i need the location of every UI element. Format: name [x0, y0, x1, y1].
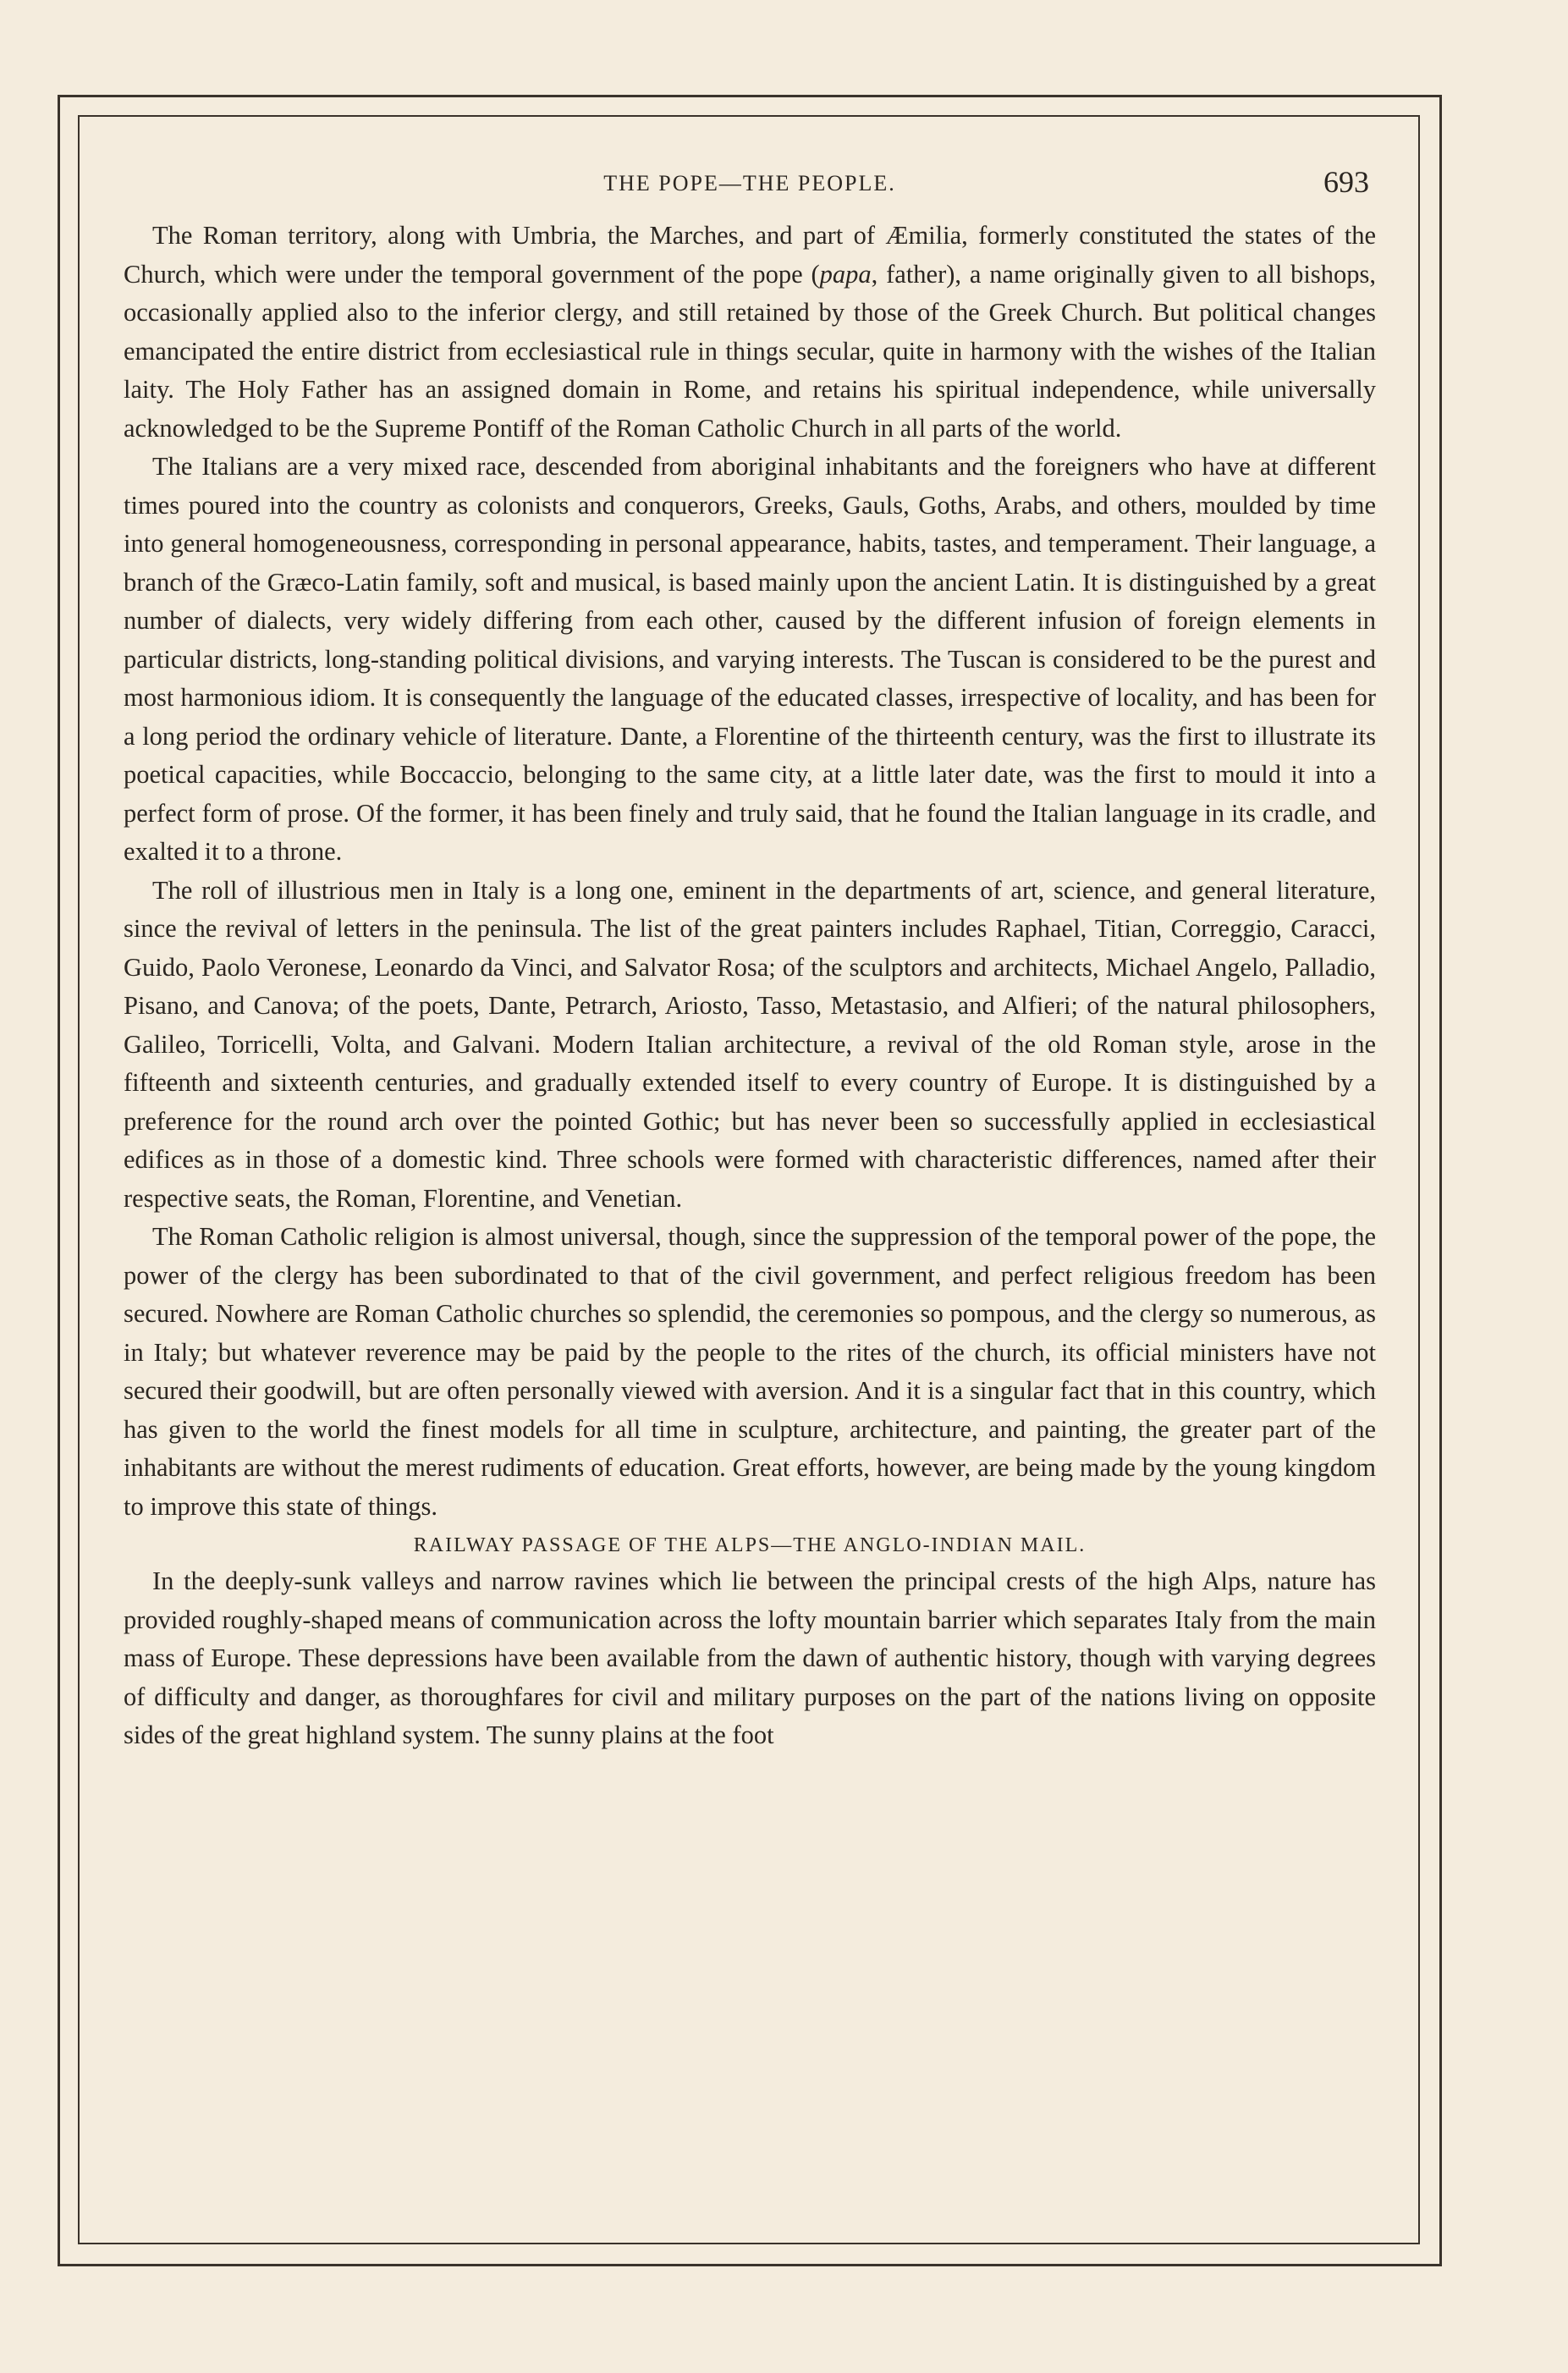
paragraph-roman-territory	[124, 217, 1376, 448]
paragraph-religion: The Roman Catholic religion is almost universal, though, since the suppression of the temporal power of the pope, the power of the clergy has been subordinated to that of the civil government, and perfect religious freedom has been secured. Nowhere are Roman Catholic churches so splendid, the ceremonies so pompous, and the clergy so numerous, as in Italy; but whatever reverence may be paid by the people to the rites of the church, its official ministers have not secured their goodwill, but are often personally viewed with aversion. And it is a singular fact that in this country, which has given to the world the finest models for all time in sculpture, architecture, and painting, the greater part of the inhabitants are without the merest rudiments of education. Great efforts, however, are being made by the young kingdom to improve this state of things.	[124, 1222, 1376, 1521]
running-title: THE POPE—THE PEOPLE.	[603, 171, 896, 195]
page-body	[124, 159, 1376, 1755]
section-heading: RAILWAY PASSAGE OF THE ALPS—THE ANGLO-INDIAN MAIL.	[413, 1534, 1087, 1556]
paragraph-text: , father), a name originally given to all bishops, occasionally applied also to the inferior clergy, and still retained by those of the Greek Church. But political changes emancipated the entire district from ecclesiastical rule in things secular, quite in harmony with the wishes of the Italian laity. The Holy Father has an assigned domain in Rome, and retains his spiritual independence, while universally acknowledged to be the Supreme Pontiff of the Roman Catholic Church in all parts of the world.	[124, 259, 1376, 443]
page-number: 693	[1323, 165, 1369, 199]
paragraph-alps: In the deeply-sunk valleys and narrow ravines which lie between the principal crests of the high Alps, nature has provided roughly-shaped means of communication across the lofty mountain barrier which separates Italy from the main mass of Europe. These depressions have been available from the dawn of authentic history, though with varying degrees of difficulty and danger, as thoroughfares for civil and military purposes on the part of the nations living on opposite sides of the great highland system. The sunny plains at the foot	[124, 1566, 1376, 1749]
italic-term-papa: papa	[819, 259, 872, 289]
paragraph-text: The Roman territory, along with Umbria, the Marches, and part of Æmilia, formerly constituted the states of the Church, which were under the temporal government of the pope (	[124, 221, 1376, 289]
page-header	[124, 159, 1376, 210]
paragraph-illustrious-men: The roll of illustrious men in Italy is a long one, eminent in the departments of art, science, and general literature, since the revival of letters in the peninsula. The list of the great painters includes Raphael, Titian, Correggio, Caracci, Guido, Paolo Veronese, Leonardo da Vinci, and Salvator Rosa; of the sculptors and architects, Michael Angelo, Palladio, Pisano, and Canova; of the poets, Dante, Petrarch, Ariosto, Tasso, Metastasio, and Alfieri; of the natural philosophers, Galileo, Torricelli, Volta, and Galvani. Modern Italian architecture, a revival of the old Roman style, arose in the fifteenth and sixteenth centuries, and gradually extended itself to every country of Europe. It is distinguished by a preference for the round arch over the pointed Gothic; but has never been so successfully applied in ecclesiastical edifices as in those of a domestic kind. Three schools were formed with characteristic differences, named after their respective seats, the Roman, Florentine, and Venetian.	[124, 875, 1376, 1213]
paragraph-italians: The Italians are a very mixed race, descended from aboriginal inhabitants and the foreigners who have at different times poured into the country as colonists and conquerors, Greeks, Gauls, Goths, Arabs, and others, moulded by time into general homogeneousness, corresponding in personal appearance, habits, tastes, and temperament. Their language, a branch of the Græco-Latin family, soft and musical, is based mainly upon the ancient Latin. It is distinguished by a great number of dialects, very widely differing from each other, caused by the different infusion of foreign elements in particular districts, long-standing political divisions, and varying interests. The Tuscan is considered to be the purest and most harmonious idiom. It is consequently the language of the educated classes, irrespective of locality, and has been for a long period the ordinary vehicle of literature. Dante, a Florentine of the thirteenth century, was the first to illustrate its poetical capacities, while Boccaccio, belonging to the same city, at a little later date, was the first to mould it into a perfect form of prose. Of the former, it has been finely and truly said, that he found the Italian language in its cradle, and exalted it to a throne.	[124, 452, 1376, 866]
